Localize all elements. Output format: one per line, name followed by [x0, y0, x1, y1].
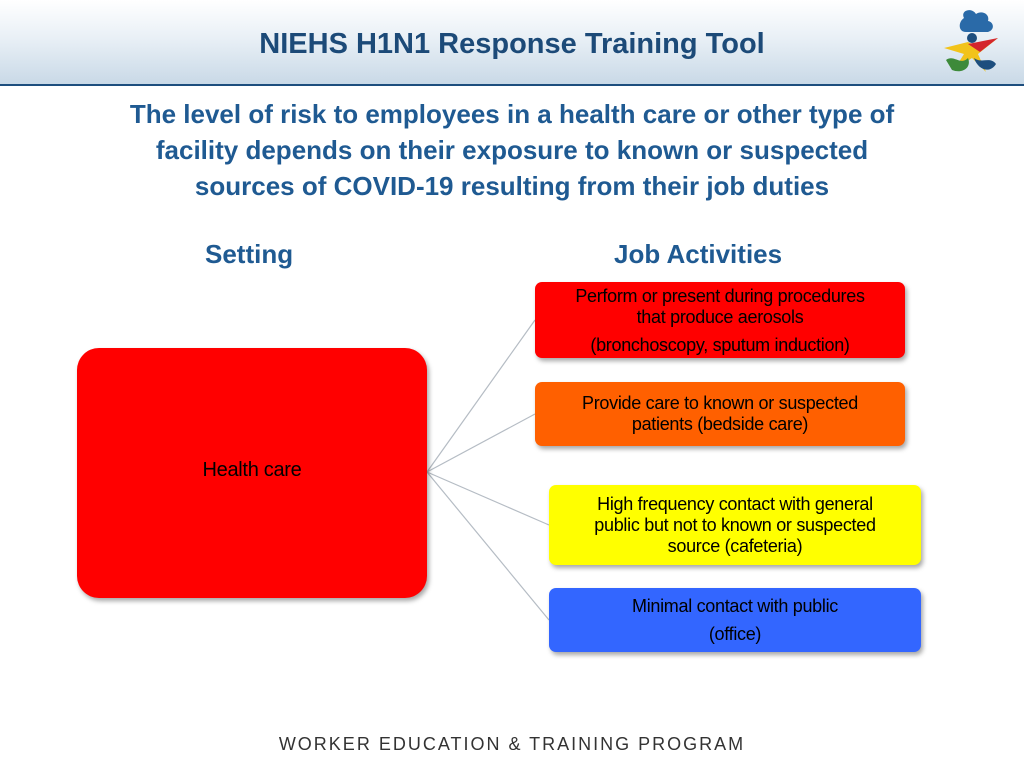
connector-line — [427, 472, 549, 525]
activity-node-line: public but not to known or suspected — [594, 514, 876, 535]
activity-node-general-public-contact — [549, 485, 921, 565]
connector-line — [427, 472, 549, 620]
setting-node-label: Health care — [202, 459, 302, 481]
niehs-logo-icon — [938, 8, 1004, 78]
activity-node-aerosol-procedures — [535, 282, 905, 358]
activity-node-line: Perform or present during procedures — [575, 286, 865, 306]
activity-node-line: Provide care to known or suspected — [582, 393, 858, 413]
activity-node-line: Minimal contact with public — [632, 595, 838, 616]
footer-program-name: WORKER EDUCATION & TRAINING PROGRAM — [278, 734, 746, 754]
activity-node-bedside-care — [535, 382, 905, 446]
activity-node-line: High frequency contact with general — [597, 493, 873, 514]
connector-line — [427, 320, 535, 472]
activity-node-minimal-contact — [549, 588, 921, 652]
job-activities-column-label: Job Activities — [614, 239, 783, 269]
activity-node-line: source (cafeteria) — [667, 535, 803, 556]
header-bar — [0, 0, 1024, 86]
headline — [70, 96, 954, 204]
activity-node-note: (bronchoscopy, sputum induction) — [590, 335, 850, 355]
headline-line: The level of risk to employees in a health care or other type of — [129, 99, 895, 129]
setting-node-health-care — [77, 348, 427, 598]
page-title: NIEHS H1N1 Response Training Tool — [259, 28, 765, 60]
setting-column-label: Setting — [205, 239, 294, 269]
activity-node-line: patients (bedside care) — [631, 414, 809, 434]
headline-line: sources of COVID-19 resulting from their job duties — [194, 171, 830, 201]
activity-node-line: that produce aerosols — [636, 307, 804, 327]
activity-node-note: (office) — [708, 623, 762, 644]
connector-line — [427, 414, 535, 472]
headline-line: facility depends on their exposure to known or suspected — [155, 135, 869, 165]
